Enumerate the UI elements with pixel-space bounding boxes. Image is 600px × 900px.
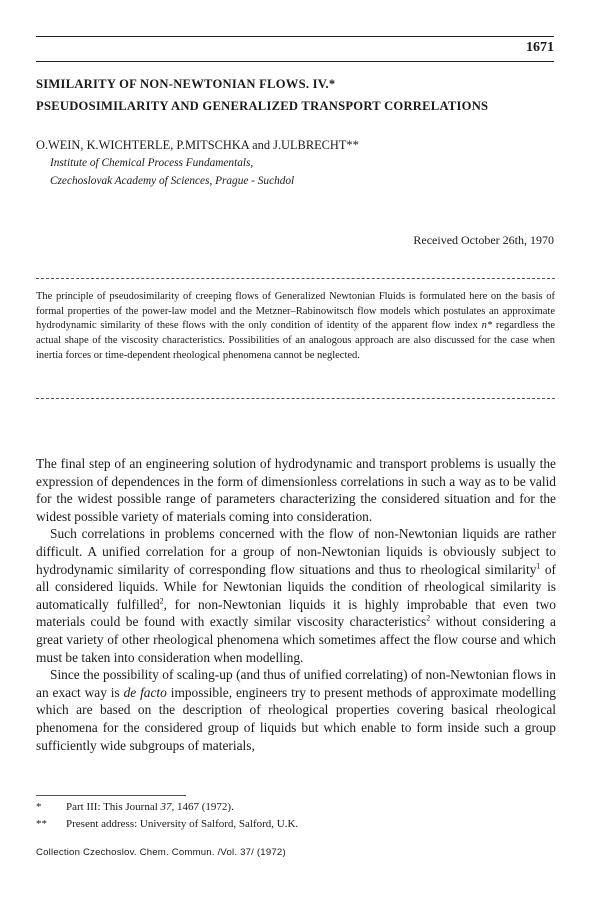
footnote-text: 1467 (1972). bbox=[174, 801, 234, 813]
footnote-text: Part III: This Journal bbox=[66, 801, 161, 813]
paragraph-2-text: , for non-Newtonian liquids it is highly improbable that even two materials could be found with exactly similar viscosity characteristics bbox=[36, 596, 556, 630]
affiliation-line-2: Czechoslovak Academy of Sciences, Prague - Suchdol bbox=[50, 175, 295, 187]
paragraph-2-text: of all considered liquids. While for Newtonian liquids the condition of rheological similarity is automatically fulfilled bbox=[36, 561, 556, 612]
header-rule bbox=[36, 61, 554, 62]
title-line-2: PSEUDOSIMILARITY AND GENERALIZED TRANSPORT CORRELATIONS bbox=[36, 99, 489, 113]
paragraph-3-text: Since the possibility of scaling-up (and thus of unified correlating) of non-Newtonian flows in an exact way is bbox=[36, 667, 556, 700]
page-number: 1671 bbox=[526, 40, 554, 55]
top-rule bbox=[36, 36, 554, 37]
paragraph-2 bbox=[36, 525, 556, 666]
footnote-volume: 37, bbox=[160, 801, 175, 813]
paragraph-1: The final step of an engineering solution of hydrodynamic and transport problems is usually the expression of dependences in the form of dimensionless correlations in such a way as to be valid for the widest possible range of parameters characterizing the considered situation and for the widest possible variety of materials coming into consideration. bbox=[36, 456, 556, 524]
footnote-1 bbox=[36, 801, 234, 813]
footnote-2 bbox=[36, 818, 298, 830]
abstract bbox=[36, 290, 555, 364]
journal-footer: Collection Czechoslov. Chem. Commun. /Vol. 37/ (1972) bbox=[36, 847, 286, 858]
abstract-bottom-rule bbox=[36, 398, 555, 399]
footnote-text: Present address: University of Salford, Salford, U.K. bbox=[66, 818, 299, 830]
paragraph-3-italic: de facto bbox=[123, 684, 167, 700]
affiliation-line-1: Institute of Chemical Process Fundamentals, bbox=[50, 157, 254, 169]
abstract-italic: n* bbox=[481, 320, 493, 332]
paragraph-2-text: without considering a great variety of other rheological phenomena which sometimes affect the flow course and which must be taken into consideration when modelling. bbox=[36, 614, 556, 665]
body-text bbox=[36, 455, 556, 754]
footnote-rule bbox=[36, 795, 186, 796]
paragraph-2-text: Such correlations in problems concerned with the flow of non-Newtonian liquids are rather difficult. A unified correlation for a group of non-Newtonian liquids is obviously subject to hydrodynamic similarity of corresponding flow situations and thus to rheological similarity bbox=[36, 526, 556, 577]
abstract-text: The principle of pseudosimilarity of creeping flows of Generalized Newtonian Fluids is formulated here on the basis of formal properties of the power-law model and the Metzner–Rabinowitsch flow models which postulates an approximate hydrodynamic similarity of these flows with the only condition of identity of the apparent flow index bbox=[36, 291, 555, 332]
citation-ref: 1 bbox=[536, 561, 541, 571]
received-date: Received October 26th, 1970 bbox=[413, 233, 554, 247]
citation-ref: 2 bbox=[426, 613, 431, 623]
authors: O.WEIN, K.WICHTERLE, P.MITSCHKA and J.ULBRECHT** bbox=[36, 138, 359, 152]
paragraph-3-text: impossible, engineers try to present methods of approximate modelling which are based on the description of rheological properties covering basical rheological phenomena for the considered group of liquids but which enable to form inside such a group sufficiently wide subgroups of materials, bbox=[36, 684, 556, 753]
title-line-1: SIMILARITY OF NON-NEWTONIAN FLOWS. IV.* bbox=[36, 77, 336, 91]
footnote-mark: ** bbox=[36, 818, 47, 830]
paragraph-3 bbox=[36, 666, 556, 754]
citation-ref: 2 bbox=[159, 596, 164, 606]
footnote-mark: * bbox=[36, 801, 42, 813]
abstract-top-rule bbox=[36, 278, 555, 279]
abstract-text-cont: regardless the actual shape of the viscosity characteristics. Possibilities of an analogous approach are also discussed for the case when inertia forces or time-dependent rheological phenomena cannot be neglected. bbox=[36, 320, 555, 361]
